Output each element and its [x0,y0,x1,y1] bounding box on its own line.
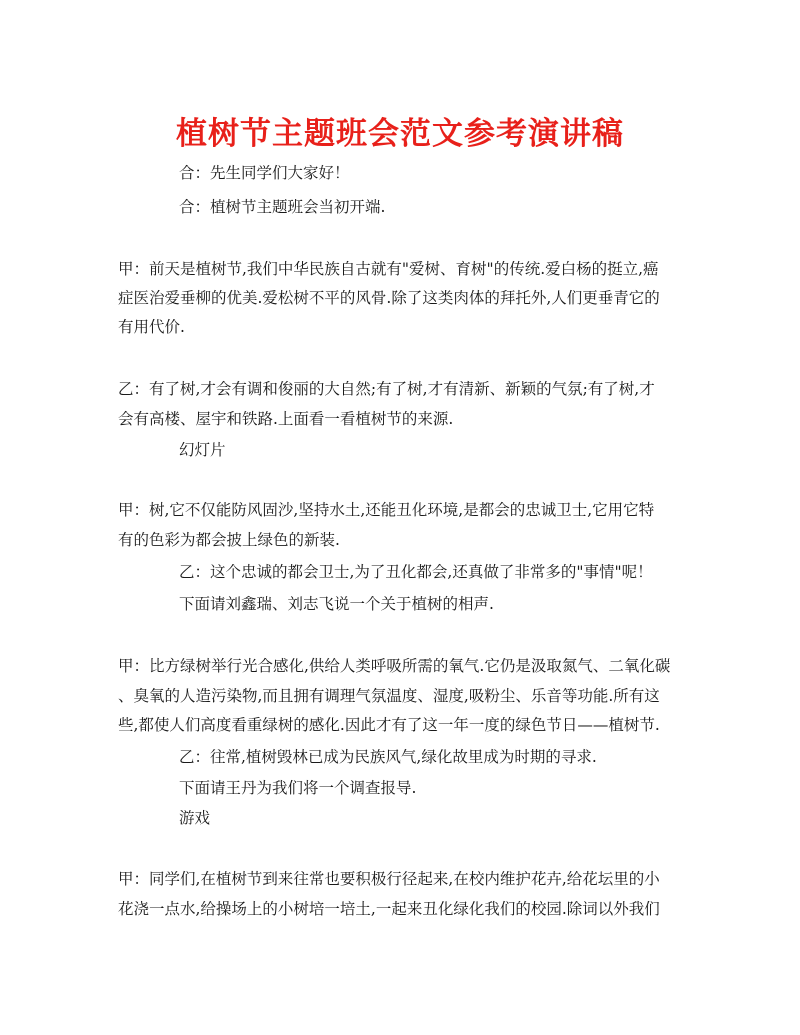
paragraph-line: 症医治爱垂柳的优美.爱松树不平的风骨.除了这类肉体的拜托外,人们更垂青它的 [118,289,660,307]
paragraph-line: 游戏 [179,809,211,827]
paragraph-line: 甲：比方绿树举行光合感化,供给人类呼吸所需的氧气.它仍是汲取氮气、二氧化碳 [118,657,671,675]
paragraph-line: 有的色彩为都会披上绿色的新装. [118,531,340,549]
paragraph-line: 些,都使人们高度看重绿树的感化.因此才有了这一年一度的绿色节日——植树节. [118,716,660,734]
paragraph-line: 乙：这个忠诚的都会卫士,为了丑化都会,还真做了非常多的"事情"呢！ [179,563,653,581]
paragraph-line: 甲：树,它不仅能防风固沙,坚持水土,还能丑化环境,是都会的忠诚卫士,它用它特 [118,501,655,519]
paragraph-line: 乙：有了树,才会有调和俊丽的大自然;有了树,才有清新、新颖的气氛;有了树,才 [118,380,655,398]
document-title: 植树节主题班会范文参考演讲稿 [176,116,624,152]
paragraph-line: 幻灯片 [179,441,226,459]
paragraph-line: 合：植树节主题班会当初开端. [179,198,386,216]
paragraph-line: 甲：同学们,在植树节到来往常也要积极行径起来,在校内维护花卉,给花坛里的小 [118,870,660,888]
paragraph-line: 甲：前天是植树节,我们中华民族自古就有"爱树、育树"的传统.爱白杨的挺立,癌 [118,260,659,278]
paragraph-line: 下面请刘鑫瑞、刘志飞说一个关于植树的相声. [179,595,494,613]
paragraph-line: 花浇一点水,给操场上的小树培一培土,一起来丑化绿化我们的校园.除词以外我们 [118,900,660,918]
paragraph-line: 下面请王丹为我们将一个调查报导. [179,779,417,797]
paragraph-line: 乙：往常,植树毁林已成为民族风气,绿化故里成为时期的寻求. [179,748,597,766]
paragraph-line: 、臭氧的人造污染物,而且拥有调理气氛温度、湿度,吸粉尘、乐音等功能.所有这 [118,687,660,705]
paragraph-line: 合：先生同学们大家好！ [179,164,350,182]
paragraph-line: 有用代价. [118,318,185,336]
paragraph-line: 会有高楼、屋宇和铁路.上面看一看植树节的来源. [118,410,454,428]
